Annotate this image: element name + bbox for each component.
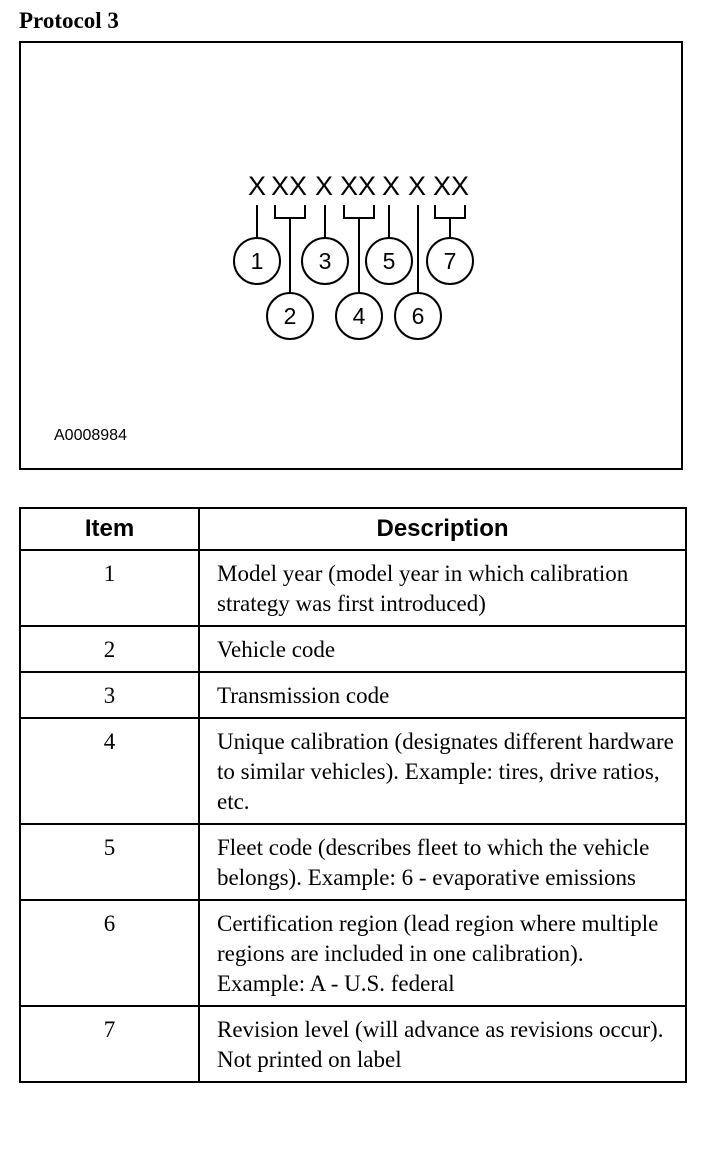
code-group-6: X xyxy=(407,171,427,201)
callout-label-5: 5 xyxy=(382,248,396,274)
diagram-canvas xyxy=(21,43,681,468)
callout-label-7: 7 xyxy=(443,248,457,274)
callout-label-2: 2 xyxy=(283,303,297,329)
item-description: Certification region (lead region where multiple regions are included in one calibration). Example: A - U.S. federal xyxy=(199,900,686,1006)
item-description: Revision level (will advance as revisions occur). Not printed on label xyxy=(199,1006,686,1082)
callout-label-3: 3 xyxy=(318,248,332,274)
item-description: Unique calibration (designates different hardware to similar vehicles). Example: tires, drive ratios, etc. xyxy=(199,718,686,824)
table-row xyxy=(20,900,686,1006)
callout-label-4: 4 xyxy=(352,303,366,329)
protocol-diagram xyxy=(19,41,683,470)
item-number: 2 xyxy=(20,626,199,672)
table-header-row xyxy=(20,508,686,550)
item-description: Model year (model year in which calibration strategy was first introduced) xyxy=(199,550,686,626)
table-row xyxy=(20,550,686,626)
item-description: Fleet code (describes fleet to which the vehicle belongs). Example: 6 - evaporative emissions xyxy=(199,824,686,900)
code-group-2: XX xyxy=(270,171,308,201)
items-table xyxy=(19,507,687,1083)
table-row xyxy=(20,718,686,824)
item-number: 5 xyxy=(20,824,199,900)
item-number: 6 xyxy=(20,900,199,1006)
code-group-1: X xyxy=(247,171,267,201)
item-description: Transmission code xyxy=(199,672,686,718)
callout-label-6: 6 xyxy=(411,303,425,329)
item-number: 3 xyxy=(20,672,199,718)
table-row xyxy=(20,824,686,900)
item-number: 7 xyxy=(20,1006,199,1082)
table-row xyxy=(20,626,686,672)
code-group-5: X xyxy=(381,171,401,201)
bracket-7 xyxy=(435,205,465,218)
item-description: Vehicle code xyxy=(199,626,686,672)
item-number: 4 xyxy=(20,718,199,824)
item-number: 1 xyxy=(20,550,199,626)
code-group-4: XX xyxy=(339,171,377,201)
column-header-item: Item xyxy=(20,508,199,550)
table-row xyxy=(20,672,686,718)
callout-label-1: 1 xyxy=(250,248,264,274)
table-row xyxy=(20,1006,686,1082)
page-heading: Protocol 3 xyxy=(19,8,119,33)
code-group-7: XX xyxy=(432,171,470,201)
column-header-description: Description xyxy=(199,508,686,550)
bracket-2 xyxy=(275,205,305,218)
bracket-4 xyxy=(344,205,374,218)
figure-id: A0008984 xyxy=(54,427,127,444)
code-group-3: X xyxy=(314,171,334,201)
